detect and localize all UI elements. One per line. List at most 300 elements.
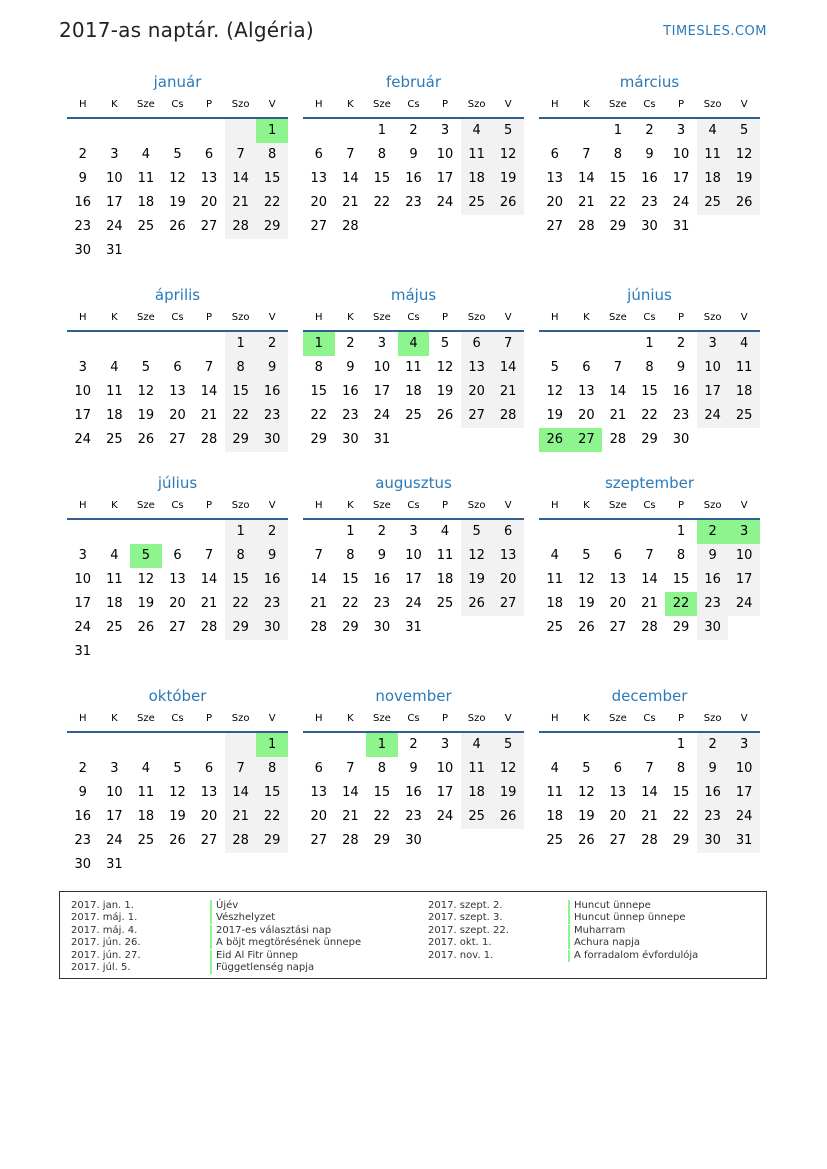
- day-cell[interactable]: 22: [256, 805, 288, 829]
- day-cell[interactable]: 18: [697, 167, 729, 191]
- day-cell[interactable]: 1: [676, 524, 686, 539]
- day-cell[interactable]: 18: [137, 195, 155, 210]
- day-cell[interactable]: 3: [728, 733, 760, 757]
- day-cell[interactable]: 17: [728, 568, 760, 592]
- day-cell[interactable]: 3: [78, 548, 87, 563]
- day-cell[interactable]: 11: [436, 548, 454, 563]
- day-cell[interactable]: 11: [137, 171, 155, 186]
- day-cell[interactable]: 24: [728, 592, 760, 616]
- day-cell[interactable]: 15: [641, 384, 658, 399]
- day-cell[interactable]: 17: [405, 572, 422, 587]
- day-cell[interactable]: 1: [346, 524, 355, 539]
- day-cell[interactable]: 29: [672, 620, 690, 635]
- day-cell[interactable]: 29: [256, 215, 288, 239]
- day-cell[interactable]: 6: [314, 761, 323, 776]
- day-cell[interactable]: 9: [409, 761, 418, 776]
- day-cell[interactable]: 22: [256, 191, 288, 215]
- day-cell[interactable]: 16: [672, 384, 690, 399]
- day-cell[interactable]: 2: [256, 520, 288, 544]
- day-cell[interactable]: 30: [342, 432, 359, 447]
- day-cell[interactable]: 14: [225, 781, 257, 805]
- day-cell[interactable]: 11: [546, 572, 564, 587]
- day-cell[interactable]: 7: [346, 761, 355, 776]
- day-cell[interactable]: 26: [169, 219, 186, 234]
- day-cell[interactable]: 10: [373, 360, 391, 375]
- day-cell[interactable]: 22: [342, 596, 359, 611]
- day-cell[interactable]: 1: [303, 332, 335, 356]
- day-cell[interactable]: 9: [697, 757, 729, 781]
- day-cell[interactable]: 10: [405, 548, 422, 563]
- day-cell[interactable]: 13: [200, 171, 218, 186]
- day-cell[interactable]: 12: [578, 785, 595, 800]
- day-cell[interactable]: 27: [492, 592, 524, 616]
- day-cell[interactable]: 5: [582, 548, 591, 563]
- day-cell[interactable]: 13: [578, 384, 595, 399]
- day-cell[interactable]: 23: [405, 809, 422, 824]
- day-cell[interactable]: 2: [676, 336, 686, 351]
- day-cell[interactable]: 12: [492, 143, 524, 167]
- day-cell[interactable]: 17: [728, 781, 760, 805]
- day-cell[interactable]: 2: [377, 524, 387, 539]
- day-cell[interactable]: 21: [578, 195, 595, 210]
- day-cell[interactable]: 3: [110, 147, 119, 162]
- day-cell[interactable]: 15: [672, 785, 690, 800]
- day-cell[interactable]: 14: [342, 171, 359, 186]
- day-cell[interactable]: 23: [342, 408, 359, 423]
- day-cell[interactable]: 1: [613, 123, 623, 138]
- day-cell[interactable]: 15: [342, 572, 359, 587]
- day-cell[interactable]: 14: [200, 572, 218, 587]
- day-cell[interactable]: 6: [613, 548, 623, 563]
- day-cell[interactable]: 21: [225, 805, 257, 829]
- day-cell[interactable]: 3: [78, 360, 87, 375]
- day-cell[interactable]: 15: [225, 380, 257, 404]
- day-cell[interactable]: 27: [461, 404, 493, 428]
- day-cell[interactable]: 19: [492, 167, 524, 191]
- day-cell[interactable]: 1: [225, 332, 257, 356]
- day-cell[interactable]: 30: [405, 833, 422, 848]
- day-cell[interactable]: 16: [697, 781, 729, 805]
- day-cell[interactable]: 11: [106, 572, 123, 587]
- day-cell[interactable]: 8: [256, 757, 288, 781]
- day-cell[interactable]: 15: [373, 171, 391, 186]
- day-cell[interactable]: 15: [256, 167, 288, 191]
- day-cell[interactable]: 9: [409, 147, 418, 162]
- day-cell[interactable]: 9: [676, 360, 686, 375]
- day-cell[interactable]: 16: [405, 171, 422, 186]
- day-cell[interactable]: 16: [405, 785, 422, 800]
- day-cell[interactable]: 31: [672, 219, 690, 234]
- day-cell[interactable]: 3: [409, 524, 418, 539]
- day-cell[interactable]: 21: [342, 809, 359, 824]
- day-cell[interactable]: 28: [342, 833, 359, 848]
- day-cell[interactable]: 4: [141, 761, 151, 776]
- day-cell[interactable]: 16: [256, 380, 288, 404]
- day-cell[interactable]: 11: [137, 785, 155, 800]
- day-cell[interactable]: 5: [141, 360, 151, 375]
- day-cell[interactable]: 30: [256, 616, 288, 640]
- day-cell[interactable]: 21: [641, 596, 658, 611]
- day-cell[interactable]: 28: [578, 219, 595, 234]
- day-cell[interactable]: 8: [346, 548, 355, 563]
- day-cell[interactable]: 7: [225, 143, 257, 167]
- day-cell[interactable]: 11: [405, 360, 422, 375]
- day-cell[interactable]: 18: [546, 809, 564, 824]
- day-cell[interactable]: 10: [74, 384, 92, 399]
- day-cell[interactable]: 28: [492, 404, 524, 428]
- day-cell[interactable]: 17: [373, 384, 391, 399]
- day-cell[interactable]: 3: [110, 761, 119, 776]
- day-cell[interactable]: 20: [169, 408, 186, 423]
- day-cell[interactable]: 23: [373, 596, 391, 611]
- day-cell[interactable]: 10: [436, 761, 454, 776]
- day-cell[interactable]: 13: [546, 171, 564, 186]
- day-cell[interactable]: 4: [110, 360, 119, 375]
- day-cell[interactable]: 5: [173, 761, 182, 776]
- day-cell[interactable]: 15: [672, 572, 690, 587]
- day-cell[interactable]: 4: [110, 548, 119, 563]
- day-cell[interactable]: 18: [436, 572, 454, 587]
- day-cell[interactable]: 4: [728, 332, 760, 356]
- day-cell[interactable]: 26: [169, 833, 186, 848]
- day-cell[interactable]: 19: [578, 596, 595, 611]
- day-cell[interactable]: 21: [641, 809, 658, 824]
- day-cell[interactable]: 4: [550, 548, 559, 563]
- day-cell[interactable]: 11: [106, 384, 123, 399]
- day-cell[interactable]: 1: [256, 119, 288, 143]
- day-cell[interactable]: 14: [225, 167, 257, 191]
- day-cell[interactable]: 25: [461, 191, 493, 215]
- day-cell[interactable]: 13: [461, 356, 493, 380]
- day-cell[interactable]: 25: [546, 833, 564, 848]
- day-cell[interactable]: 17: [106, 195, 123, 210]
- day-cell[interactable]: 22: [373, 809, 391, 824]
- day-cell[interactable]: 4: [141, 147, 151, 162]
- day-cell[interactable]: 12: [461, 544, 493, 568]
- day-cell[interactable]: 9: [256, 356, 288, 380]
- day-cell[interactable]: 5: [492, 733, 524, 757]
- day-cell[interactable]: 26: [137, 432, 155, 447]
- day-cell[interactable]: 8: [314, 360, 323, 375]
- day-cell[interactable]: 7: [645, 761, 654, 776]
- day-cell[interactable]: 11: [461, 143, 493, 167]
- day-cell[interactable]: 6: [582, 360, 591, 375]
- day-cell[interactable]: 24: [74, 432, 92, 447]
- day-cell[interactable]: 7: [492, 332, 524, 356]
- day-cell[interactable]: 22: [225, 592, 257, 616]
- day-cell[interactable]: 9: [645, 147, 654, 162]
- day-cell[interactable]: 23: [697, 592, 729, 616]
- day-cell[interactable]: 8: [645, 360, 654, 375]
- day-cell[interactable]: 29: [225, 616, 257, 640]
- day-cell[interactable]: 1: [225, 520, 257, 544]
- day-cell[interactable]: 13: [609, 785, 627, 800]
- day-cell[interactable]: 26: [492, 805, 524, 829]
- day-cell[interactable]: 19: [492, 781, 524, 805]
- day-cell[interactable]: 24: [106, 833, 123, 848]
- day-cell[interactable]: 20: [578, 408, 595, 423]
- day-cell[interactable]: 28: [200, 432, 218, 447]
- day-cell[interactable]: 26: [539, 428, 571, 452]
- day-cell[interactable]: 15: [225, 568, 257, 592]
- day-cell[interactable]: 19: [137, 408, 155, 423]
- day-cell[interactable]: 14: [200, 384, 218, 399]
- day-cell[interactable]: 7: [582, 147, 591, 162]
- day-cell[interactable]: 6: [173, 360, 182, 375]
- day-cell[interactable]: 10: [106, 171, 123, 186]
- day-cell[interactable]: 30: [74, 243, 92, 258]
- day-cell[interactable]: 3: [697, 332, 729, 356]
- day-cell[interactable]: 20: [200, 195, 218, 210]
- day-cell[interactable]: 20: [492, 568, 524, 592]
- day-cell[interactable]: 25: [106, 620, 123, 635]
- day-cell[interactable]: 22: [665, 592, 697, 616]
- day-cell[interactable]: 27: [546, 219, 564, 234]
- day-cell[interactable]: 8: [377, 147, 387, 162]
- day-cell[interactable]: 2: [409, 737, 418, 752]
- day-cell[interactable]: 24: [697, 404, 729, 428]
- day-cell[interactable]: 20: [310, 195, 328, 210]
- day-cell[interactable]: 24: [106, 219, 123, 234]
- day-cell[interactable]: 13: [169, 384, 186, 399]
- day-cell[interactable]: 18: [728, 380, 760, 404]
- day-cell[interactable]: 23: [256, 592, 288, 616]
- day-cell[interactable]: 2: [346, 336, 355, 351]
- day-cell[interactable]: 31: [106, 243, 123, 258]
- day-cell[interactable]: 21: [609, 408, 627, 423]
- day-cell[interactable]: 9: [78, 171, 87, 186]
- day-cell[interactable]: 26: [578, 833, 595, 848]
- day-cell[interactable]: 2: [409, 123, 418, 138]
- day-cell[interactable]: 19: [169, 809, 186, 824]
- day-cell[interactable]: 18: [461, 781, 493, 805]
- day-cell[interactable]: 20: [461, 380, 493, 404]
- day-cell[interactable]: 2: [78, 761, 87, 776]
- day-cell[interactable]: 28: [225, 829, 257, 853]
- day-cell[interactable]: 5: [728, 119, 760, 143]
- day-cell[interactable]: 29: [342, 620, 359, 635]
- day-cell[interactable]: 26: [728, 191, 760, 215]
- day-cell[interactable]: 6: [492, 520, 524, 544]
- day-cell[interactable]: 1: [377, 123, 387, 138]
- day-cell[interactable]: 12: [169, 785, 186, 800]
- day-cell[interactable]: 26: [578, 620, 595, 635]
- day-cell[interactable]: 14: [492, 356, 524, 380]
- day-cell[interactable]: 20: [310, 809, 328, 824]
- day-cell[interactable]: 17: [697, 380, 729, 404]
- day-cell[interactable]: 29: [310, 432, 328, 447]
- day-cell[interactable]: 19: [546, 408, 564, 423]
- day-cell[interactable]: 30: [74, 857, 92, 872]
- day-cell[interactable]: 14: [310, 572, 328, 587]
- day-cell[interactable]: 6: [173, 548, 182, 563]
- day-cell[interactable]: 5: [440, 336, 450, 351]
- day-cell[interactable]: 28: [641, 833, 658, 848]
- day-cell[interactable]: 8: [676, 548, 686, 563]
- day-cell[interactable]: 9: [697, 544, 729, 568]
- day-cell[interactable]: 7: [204, 548, 214, 563]
- day-cell[interactable]: 20: [609, 809, 627, 824]
- day-cell[interactable]: 22: [672, 809, 690, 824]
- day-cell[interactable]: 25: [436, 596, 454, 611]
- day-cell[interactable]: 8: [676, 761, 686, 776]
- day-cell[interactable]: 19: [461, 568, 493, 592]
- day-cell[interactable]: 12: [578, 572, 595, 587]
- day-cell[interactable]: 10: [697, 356, 729, 380]
- day-cell[interactable]: 12: [137, 572, 155, 587]
- day-cell[interactable]: 24: [405, 596, 422, 611]
- day-cell[interactable]: 12: [728, 143, 760, 167]
- day-cell[interactable]: 2: [645, 123, 654, 138]
- day-cell[interactable]: 13: [609, 572, 627, 587]
- day-cell[interactable]: 26: [461, 592, 493, 616]
- day-cell[interactable]: 28: [310, 620, 328, 635]
- day-cell[interactable]: 22: [609, 195, 627, 210]
- day-cell[interactable]: 22: [373, 195, 391, 210]
- day-cell[interactable]: 5: [582, 761, 591, 776]
- day-cell[interactable]: 20: [546, 195, 564, 210]
- day-cell[interactable]: 29: [641, 432, 658, 447]
- day-cell[interactable]: 13: [492, 544, 524, 568]
- day-cell[interactable]: 29: [609, 219, 627, 234]
- day-cell[interactable]: 31: [405, 620, 422, 635]
- day-cell[interactable]: 24: [436, 809, 454, 824]
- day-cell[interactable]: 29: [672, 833, 690, 848]
- day-cell[interactable]: 3: [440, 737, 450, 752]
- day-cell[interactable]: 9: [78, 785, 87, 800]
- day-cell[interactable]: 20: [169, 596, 186, 611]
- day-cell[interactable]: 27: [310, 219, 328, 234]
- day-cell[interactable]: 6: [204, 147, 214, 162]
- day-cell[interactable]: 7: [314, 548, 323, 563]
- day-cell[interactable]: 30: [373, 620, 391, 635]
- day-cell[interactable]: 22: [225, 404, 257, 428]
- day-cell[interactable]: 17: [672, 171, 690, 186]
- day-cell[interactable]: 5: [173, 147, 182, 162]
- day-cell[interactable]: 25: [697, 191, 729, 215]
- day-cell[interactable]: 19: [728, 167, 760, 191]
- day-cell[interactable]: 19: [436, 384, 454, 399]
- day-cell[interactable]: 6: [613, 761, 623, 776]
- day-cell[interactable]: 25: [106, 432, 123, 447]
- day-cell[interactable]: 23: [697, 805, 729, 829]
- day-cell[interactable]: 5: [461, 520, 493, 544]
- day-cell[interactable]: 21: [200, 408, 218, 423]
- day-cell[interactable]: 21: [492, 380, 524, 404]
- day-cell[interactable]: 3: [440, 123, 450, 138]
- day-cell[interactable]: 7: [346, 147, 355, 162]
- day-cell[interactable]: 27: [571, 428, 603, 452]
- day-cell[interactable]: 2: [256, 332, 288, 356]
- day-cell[interactable]: 14: [342, 785, 359, 800]
- day-cell[interactable]: 30: [641, 219, 658, 234]
- day-cell[interactable]: 13: [310, 785, 328, 800]
- day-cell[interactable]: 27: [169, 620, 186, 635]
- day-cell[interactable]: 25: [405, 408, 422, 423]
- day-cell[interactable]: 2: [697, 733, 729, 757]
- day-cell[interactable]: 6: [550, 147, 559, 162]
- day-cell[interactable]: 26: [492, 191, 524, 215]
- day-cell[interactable]: 12: [169, 171, 186, 186]
- day-cell[interactable]: 17: [436, 785, 454, 800]
- day-cell[interactable]: 12: [492, 757, 524, 781]
- day-cell[interactable]: 7: [204, 360, 214, 375]
- day-cell[interactable]: 23: [74, 833, 92, 848]
- day-cell[interactable]: 7: [613, 360, 623, 375]
- day-cell[interactable]: 17: [74, 408, 92, 423]
- day-cell[interactable]: 23: [74, 219, 92, 234]
- day-cell[interactable]: 18: [546, 596, 564, 611]
- day-cell[interactable]: 27: [609, 620, 627, 635]
- day-cell[interactable]: 1: [645, 336, 654, 351]
- day-cell[interactable]: 26: [137, 620, 155, 635]
- day-cell[interactable]: 15: [609, 171, 627, 186]
- day-cell[interactable]: 27: [310, 833, 328, 848]
- day-cell[interactable]: 15: [256, 781, 288, 805]
- day-cell[interactable]: 24: [672, 195, 690, 210]
- brand-link[interactable]: TIMESLES.COM: [663, 24, 767, 39]
- day-cell[interactable]: 22: [310, 408, 328, 423]
- day-cell[interactable]: 10: [728, 757, 760, 781]
- day-cell[interactable]: 18: [106, 408, 123, 423]
- day-cell[interactable]: 23: [256, 404, 288, 428]
- day-cell[interactable]: 27: [169, 432, 186, 447]
- day-cell[interactable]: 19: [578, 809, 595, 824]
- day-cell[interactable]: 4: [461, 119, 493, 143]
- day-cell[interactable]: 4: [461, 733, 493, 757]
- day-cell[interactable]: 9: [346, 360, 355, 375]
- day-cell[interactable]: 28: [225, 215, 257, 239]
- day-cell[interactable]: 3: [377, 336, 387, 351]
- day-cell[interactable]: 2: [697, 520, 729, 544]
- day-cell[interactable]: 4: [550, 761, 559, 776]
- day-cell[interactable]: 3: [728, 520, 760, 544]
- day-cell[interactable]: 18: [106, 596, 123, 611]
- day-cell[interactable]: 24: [74, 620, 92, 635]
- day-cell[interactable]: 11: [546, 785, 564, 800]
- day-cell[interactable]: 14: [641, 572, 658, 587]
- day-cell[interactable]: 24: [728, 805, 760, 829]
- day-cell[interactable]: 5: [492, 119, 524, 143]
- day-cell[interactable]: 13: [310, 171, 328, 186]
- day-cell[interactable]: 23: [405, 195, 422, 210]
- day-cell[interactable]: 24: [436, 195, 454, 210]
- day-cell[interactable]: 23: [672, 408, 690, 423]
- day-cell[interactable]: 17: [74, 596, 92, 611]
- day-cell[interactable]: 6: [314, 147, 323, 162]
- day-cell[interactable]: 30: [697, 829, 729, 853]
- day-cell[interactable]: 28: [609, 432, 627, 447]
- day-cell[interactable]: 10: [672, 147, 690, 162]
- day-cell[interactable]: 13: [169, 572, 186, 587]
- day-cell[interactable]: 1: [676, 737, 686, 752]
- day-cell[interactable]: 15: [310, 384, 328, 399]
- day-cell[interactable]: 22: [641, 408, 658, 423]
- day-cell[interactable]: 3: [676, 123, 686, 138]
- day-cell[interactable]: 7: [225, 757, 257, 781]
- day-cell[interactable]: 8: [225, 356, 257, 380]
- day-cell[interactable]: 16: [697, 568, 729, 592]
- day-cell[interactable]: 25: [137, 833, 155, 848]
- day-cell[interactable]: 4: [398, 332, 430, 356]
- day-cell[interactable]: 11: [461, 757, 493, 781]
- day-cell[interactable]: 1: [366, 733, 398, 757]
- day-cell[interactable]: 28: [641, 620, 658, 635]
- day-cell[interactable]: 16: [74, 809, 92, 824]
- day-cell[interactable]: 10: [74, 572, 92, 587]
- day-cell[interactable]: 16: [641, 171, 658, 186]
- day-cell[interactable]: 27: [200, 833, 218, 848]
